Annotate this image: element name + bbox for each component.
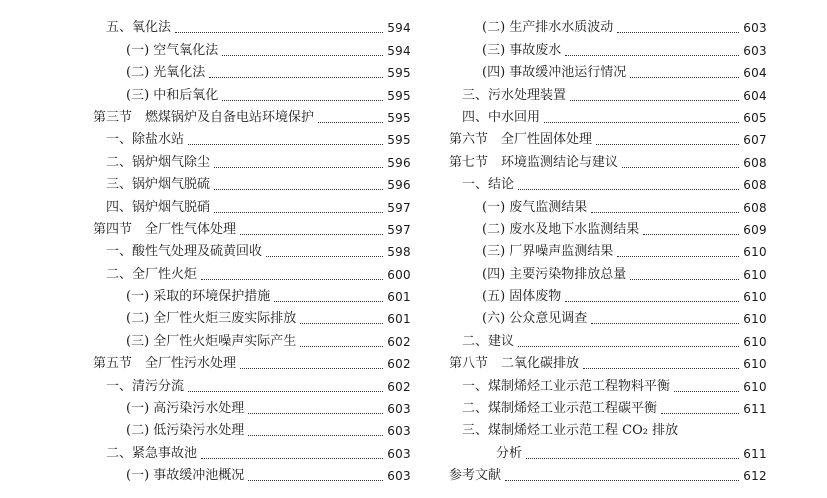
toc-entry-page: 607	[743, 133, 767, 148]
toc-entry	[449, 216, 767, 238]
toc-leader-dots	[630, 76, 739, 78]
toc-entry	[93, 395, 411, 417]
toc-entry	[449, 439, 767, 461]
toc-entry-page: 603	[387, 402, 411, 417]
toc-leader-dots	[248, 479, 383, 481]
toc-entry-title: 第八节 二氧化碳排放	[449, 356, 580, 372]
toc-entry	[449, 350, 767, 372]
toc-leader-dots	[318, 121, 383, 123]
toc-entry	[93, 216, 411, 238]
toc-leader-dots	[188, 390, 383, 392]
toc-entry-title: 二、紧急事故池	[106, 445, 198, 461]
toc-entry-title: 二、煤制烯烃工业示范工程碳平衡	[462, 401, 658, 417]
toc-leader-dots	[214, 211, 383, 213]
toc-entry-page: 595	[387, 133, 411, 148]
toc-entry-title: (三) 事故废水	[482, 42, 562, 58]
toc-entry-page: 595	[387, 88, 411, 103]
toc-entry	[93, 238, 411, 260]
toc-entry-page: 602	[387, 334, 411, 349]
toc-entry-title: (六) 公众意见调查	[482, 311, 588, 327]
toc-entry-page: 594	[387, 43, 411, 58]
toc-entry	[449, 126, 767, 148]
toc-entry	[93, 148, 411, 170]
toc-entry	[93, 81, 411, 103]
toc-entry	[93, 14, 411, 36]
toc-entry	[93, 327, 411, 349]
toc-entry-page: 603	[387, 469, 411, 484]
toc-entry-title: 分析	[496, 445, 523, 461]
toc-entry-title: 四、中水回用	[462, 109, 541, 125]
toc-leader-dots	[248, 434, 383, 436]
toc-entry-title: (一) 采取的环境保护措施	[126, 289, 271, 305]
toc-entry-title: 一、清污分流	[106, 378, 185, 394]
toc-entry	[93, 283, 411, 305]
toc-entry-page: 595	[387, 110, 411, 125]
toc-entry	[449, 81, 767, 103]
toc-entry-page: 601	[387, 290, 411, 305]
toc-leader-dots	[565, 54, 739, 56]
toc-entry	[449, 305, 767, 327]
toc-right-column	[449, 14, 767, 484]
toc-leader-dots	[300, 345, 383, 347]
toc-entry-page: 596	[387, 155, 411, 170]
toc-entry-title: 三、污水处理装置	[462, 87, 567, 103]
toc-leader-dots	[175, 31, 383, 33]
toc-leader-dots	[240, 233, 383, 235]
toc-entry	[449, 193, 767, 215]
toc-entry	[93, 36, 411, 58]
toc-entry-title: 第五节 全厂性污水处理	[93, 356, 237, 372]
toc-leader-dots	[209, 76, 383, 78]
toc-entry-title: 一、结论	[462, 177, 515, 193]
toc-entry-page: 598	[387, 245, 411, 260]
toc-entry-title: 第四节 全厂性气体处理	[93, 221, 237, 237]
toc-entry-title: 参考文献	[449, 468, 502, 484]
toc-entry	[449, 59, 767, 81]
toc-leader-dots	[526, 457, 739, 459]
toc-leader-dots	[222, 99, 383, 101]
toc-entry	[449, 104, 767, 126]
toc-leader-dots	[266, 255, 383, 257]
toc-entry-page: 610	[743, 267, 767, 282]
toc-leader-dots	[518, 345, 739, 347]
toc-entry-page: 602	[387, 357, 411, 372]
toc-entry-title: (五) 固体废物	[482, 289, 562, 305]
toc-entry-title: 三、锅炉烟气脱硫	[106, 177, 211, 193]
toc-entry	[449, 395, 767, 417]
toc-leader-dots	[630, 278, 739, 280]
toc-entry-page: 610	[743, 245, 767, 260]
toc-entry	[93, 59, 411, 81]
toc-leader-dots	[617, 255, 739, 257]
toc-leader-dots	[518, 188, 739, 190]
toc-leader-dots	[240, 367, 383, 369]
toc-entry	[449, 327, 767, 349]
toc-entry	[93, 126, 411, 148]
toc-entry-page: 602	[387, 379, 411, 394]
toc-leader-dots	[617, 31, 739, 33]
toc-entry-page: 597	[387, 222, 411, 237]
toc-entry-title: 第三节 燃煤锅炉及自备电站环境保护	[93, 109, 315, 125]
toc-entry	[449, 372, 767, 394]
toc-entry-title: 二、全厂性火炬	[106, 266, 198, 282]
toc-entry-page: 608	[743, 155, 767, 170]
toc-entry-page: 596	[387, 178, 411, 193]
toc-entry	[93, 193, 411, 215]
toc-entry-title: (一) 高污染污水处理	[126, 401, 245, 417]
toc-entry-title: (四) 事故缓冲池运行情况	[482, 65, 627, 81]
toc-leader-dots	[643, 233, 739, 235]
toc-entry-title: 二、建议	[462, 333, 515, 349]
toc-entry	[93, 350, 411, 372]
toc-leader-dots	[248, 412, 383, 414]
toc-entry	[449, 36, 767, 58]
toc-entry-title: (四) 主要污染物排放总量	[482, 266, 627, 282]
toc-entry-page: 603	[743, 43, 767, 58]
toc-entry-title: 五、氧化法	[106, 20, 172, 36]
toc-leader-dots	[274, 300, 383, 302]
toc-entry	[93, 171, 411, 193]
toc-entry	[449, 283, 767, 305]
toc-entry-page: 612	[743, 469, 767, 484]
toc-entry-page: 610	[743, 357, 767, 372]
toc-leader-dots	[201, 457, 383, 459]
toc-entry-title: (一) 废气监测结果	[482, 199, 588, 215]
toc-entry	[449, 14, 767, 36]
toc-entry-title: (一) 事故缓冲池概况	[126, 468, 245, 484]
toc-entry	[449, 462, 767, 484]
toc-entry-title: (一) 空气氧化法	[126, 42, 219, 58]
toc-entry-title: (二) 低污染污水处理	[126, 423, 245, 439]
toc-entry-page: 594	[387, 21, 411, 36]
toc-entry-title: (二) 生产排水水质波动	[482, 20, 614, 36]
toc-entry-page: 601	[387, 312, 411, 327]
toc-leader-dots	[188, 143, 383, 145]
toc-entry	[93, 462, 411, 484]
toc-entry	[93, 260, 411, 282]
toc-entry	[93, 417, 411, 439]
toc-entry-page: 603	[743, 21, 767, 36]
toc-entry	[449, 417, 767, 439]
toc-entry-title: 二、锅炉烟气除尘	[106, 154, 211, 170]
toc-entry-title: (二) 全厂性火炬三废实际排放	[126, 311, 297, 327]
toc-entry-page: 600	[387, 267, 411, 282]
toc-entry-page: 608	[743, 200, 767, 215]
toc-entry-title: 一、煤制烯烃工业示范工程物料平衡	[462, 378, 671, 394]
toc-leader-dots	[596, 143, 739, 145]
toc-entry	[449, 260, 767, 282]
toc-entry-title: 四、锅炉烟气脱硝	[106, 199, 211, 215]
toc-entry-title: 第七节 环境监测结论与建议	[449, 154, 619, 170]
toc-leader-dots	[591, 322, 739, 324]
toc-leader-dots	[300, 322, 383, 324]
toc-entry-title: 第六节 全厂性固体处理	[449, 132, 593, 148]
toc-entry	[449, 171, 767, 193]
toc-entry-title: (三) 全厂性火炬噪声实际产生	[126, 333, 297, 349]
toc-entry-page: 604	[743, 88, 767, 103]
toc-entry-page: 610	[743, 334, 767, 349]
toc-entry-title: 一、酸性气处理及硫黄回收	[106, 244, 263, 260]
toc-entry-page: 605	[743, 110, 767, 125]
toc-leader-dots	[674, 390, 739, 392]
toc-entry-page: 610	[743, 379, 767, 394]
toc-entry-page: 604	[743, 66, 767, 81]
toc-leader-dots	[622, 166, 739, 168]
toc-entry-page: 609	[743, 222, 767, 237]
toc-entry	[449, 238, 767, 260]
toc-leader-dots	[214, 166, 383, 168]
toc-leader-dots	[505, 479, 739, 481]
toc-leader-dots	[544, 121, 739, 123]
toc-entry	[93, 104, 411, 126]
toc-leader-dots	[570, 99, 739, 101]
toc-leader-dots	[214, 188, 383, 190]
toc-entry-page: 610	[743, 290, 767, 305]
toc-entry-title: 三、煤制烯烃工业示范工程 CO₂ 排放	[462, 423, 679, 439]
toc-entry-page: 611	[743, 402, 767, 417]
toc-leader-dots	[201, 278, 383, 280]
toc-leader-dots	[591, 211, 739, 213]
toc-entry	[93, 439, 411, 461]
toc-leader-dots	[583, 367, 739, 369]
toc-entry-page: 597	[387, 200, 411, 215]
toc-leader-dots	[222, 54, 383, 56]
toc-entry-title: (三) 中和后氧化	[126, 87, 219, 103]
toc-left-column	[93, 14, 411, 484]
toc-entry-title: 一、除盐水站	[106, 132, 185, 148]
toc-entry	[449, 148, 767, 170]
toc-entry	[93, 305, 411, 327]
toc-entry-title: (二) 光氧化法	[126, 65, 206, 81]
toc-entry-page: 603	[387, 424, 411, 439]
toc-entry-title: (三) 厂界噪声监测结果	[482, 244, 614, 260]
toc-entry-page: 610	[743, 312, 767, 327]
toc-leader-dots	[565, 300, 739, 302]
toc-entry-page: 611	[743, 446, 767, 461]
toc-entry-page: 595	[387, 66, 411, 81]
toc-entry-page: 603	[387, 446, 411, 461]
toc-leader-dots	[661, 412, 739, 414]
toc-entry	[93, 372, 411, 394]
toc-entry-page: 608	[743, 178, 767, 193]
toc-entry-title: (二) 废水及地下水监测结果	[482, 221, 640, 237]
